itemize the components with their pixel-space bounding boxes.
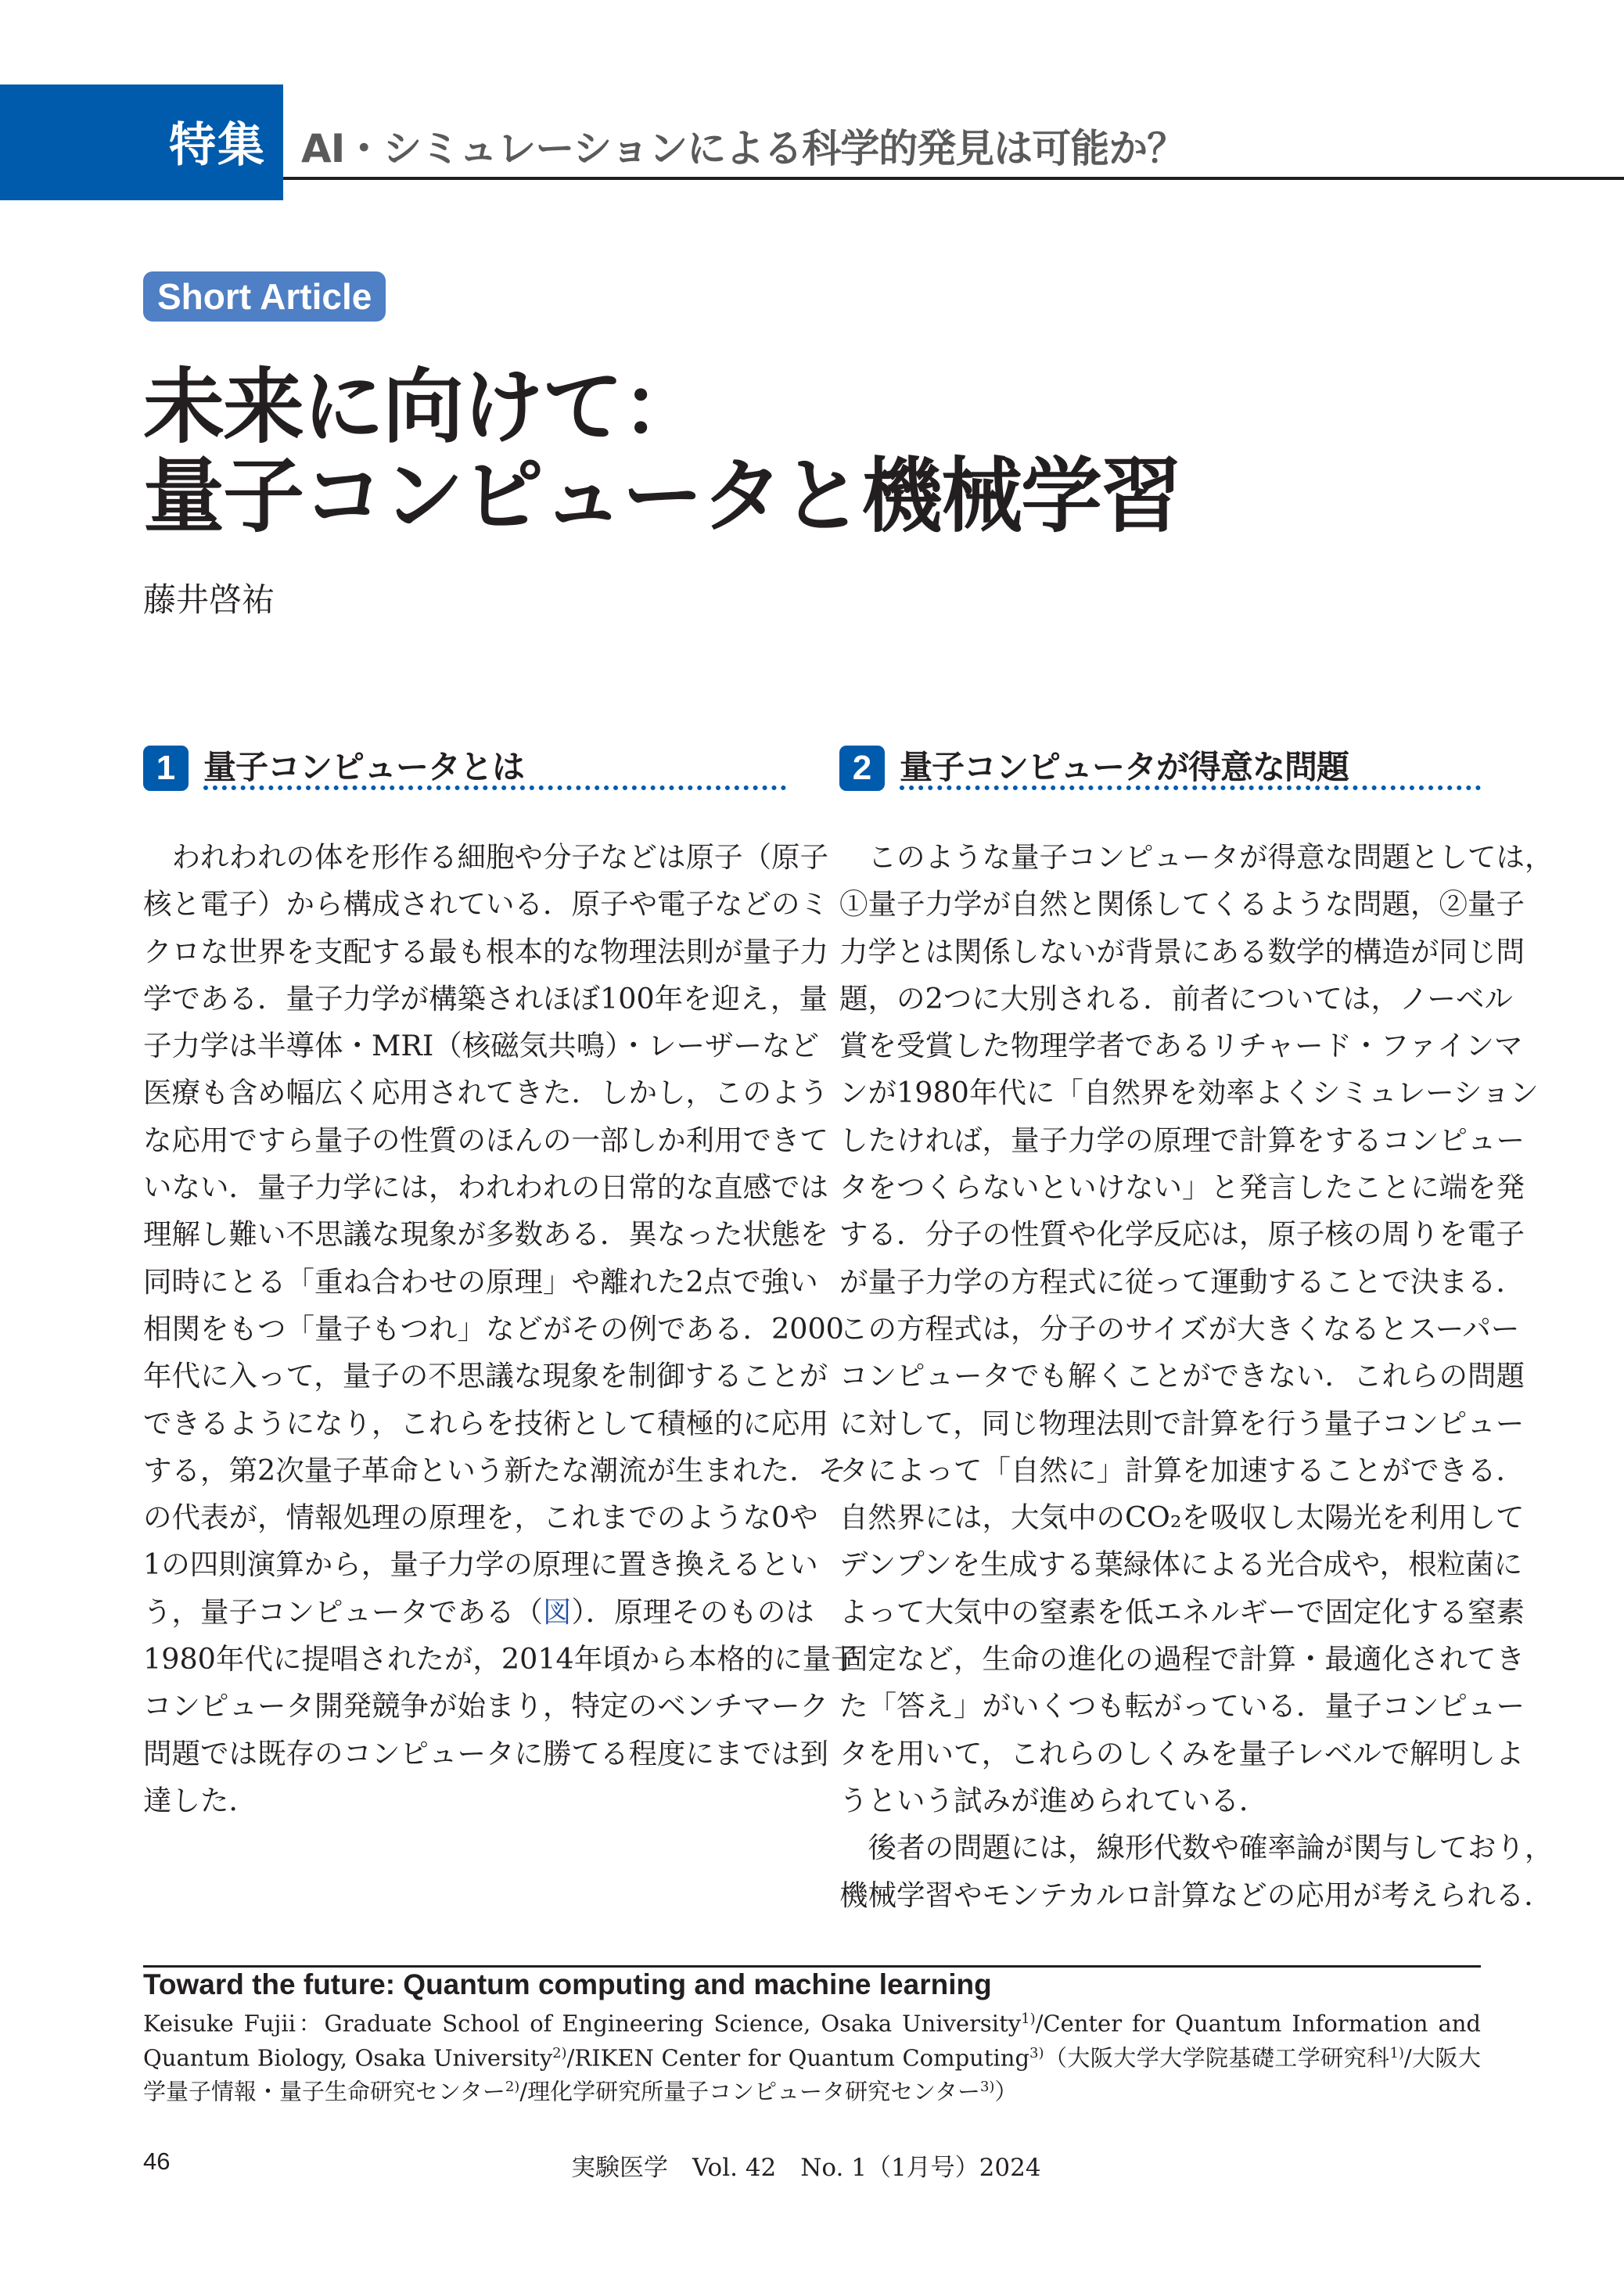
body-text-segment: ）．原理そのものは bbox=[571, 1594, 814, 1629]
body-text-line: よって大気中の窒素を低エネルギーで固定化する窒素 bbox=[839, 1594, 1525, 1629]
body-text-line: コンピュータでも解くことができない．これらの問題 bbox=[839, 1359, 1525, 1393]
body-text-line: 年代に入って，量子の不思議な現象を制御することが bbox=[143, 1359, 828, 1393]
section-number-1: 1 bbox=[143, 746, 189, 791]
body-text-line: 力学とは関係しないが背景にある数学的構造が同じ問 bbox=[839, 934, 1525, 969]
affiliation-text: /大阪大学量子情報・量子生命研究センター bbox=[143, 2044, 1481, 2105]
body-text-line: 達した． bbox=[143, 1783, 257, 1817]
affiliation-superscript: 3) bbox=[1029, 2044, 1044, 2061]
body-text-line: ンが1980年代に「自然界を効率よくシミュレーション bbox=[839, 1076, 1539, 1110]
author-affiliation bbox=[143, 2004, 1481, 2107]
body-text-line: 問題では既存のコンピュータに勝てる程度にまでは到 bbox=[143, 1736, 828, 1770]
body-text-line: このような量子コンピュータが得意な問題としては， bbox=[839, 840, 1554, 874]
body-text-line: 固定など，生命の進化の過程で計算・最適化されてき bbox=[839, 1642, 1525, 1677]
section-divider-2 bbox=[900, 785, 1481, 790]
section-number-2: 2 bbox=[839, 746, 885, 791]
body-text-line: ①量子力学が自然と関係してくるような問題，②量子 bbox=[839, 887, 1525, 922]
feature-title: AI・シミュレーションによる科学的発見は可能か？ bbox=[301, 126, 1186, 171]
body-text-line: 核と電子）から構成されている．原子や電子などのミ bbox=[143, 887, 828, 922]
body-text-line: 1980年代に提唱されたが，2014年頃から本格的に量子 bbox=[143, 1642, 860, 1677]
body-text-line: 題，の2つに大別される．前者については，ノーベル bbox=[839, 981, 1513, 1015]
body-column-1 bbox=[143, 834, 860, 1824]
body-text-line: 学である．量子力学が構築されほぼ100年を迎え，量 bbox=[143, 981, 828, 1015]
body-text-line bbox=[143, 1589, 814, 1636]
body-text-line: いない．量子力学には，われわれの日常的な直感では bbox=[143, 1170, 828, 1205]
affiliation-text: Keisuke Fujii：Graduate School of Engineering Science, Osaka University bbox=[143, 2010, 1022, 2037]
header-divider bbox=[283, 177, 1624, 180]
affiliation-text: /理化学研究所量子コンピュータ研究センター bbox=[519, 2078, 980, 2105]
affiliation-text: （大阪大学大学院基礎工学研究科 bbox=[1044, 2044, 1390, 2072]
affiliation-text: ） bbox=[994, 2078, 1018, 2105]
figure-link[interactable]: 図 bbox=[543, 1594, 572, 1629]
body-text-line: な応用ですら量子の性質のほんの一部しか利用できて bbox=[143, 1123, 828, 1157]
author-name: 藤井啓祐 bbox=[143, 580, 275, 619]
section-title-2: 量子コンピュータが得意な問題 bbox=[900, 748, 1349, 786]
body-text-line: 後者の問題には，線形代数や確率論が関与しており， bbox=[839, 1831, 1554, 1865]
body-column-2 bbox=[839, 834, 1554, 1919]
body-text-line: 医療も含め幅広く応用されてきた．しかし，このよう bbox=[143, 1076, 828, 1110]
affiliation-text: /RIKEN Center for Quantum Computing bbox=[566, 2044, 1030, 2072]
body-text-line: タをつくらないといけない」と発言したことに端を発 bbox=[839, 1170, 1525, 1205]
affiliation-superscript: 1) bbox=[1021, 2011, 1036, 2027]
body-text-line: 賞を受賞した物理学者であるリチャード・ファインマ bbox=[839, 1029, 1523, 1063]
body-text-line: 相関をもつ「量子もつれ」などがその例である．2000 bbox=[143, 1311, 844, 1346]
article-type-badge: Short Article bbox=[143, 271, 386, 322]
body-text-line: の代表が，情報処理の原理を，これまでのような0や bbox=[143, 1501, 818, 1535]
section-title-1: 量子コンピュータとは bbox=[203, 748, 525, 786]
body-text-line: クロな世界を支配する最も根本的な物理法則が量子力 bbox=[143, 934, 828, 969]
section-divider-1 bbox=[203, 785, 786, 790]
body-text-line: われわれの体を形作る細胞や分子などは原子（原子 bbox=[143, 840, 828, 874]
body-text-line: デンプンを生成する葉緑体による光合成や，根粒菌に bbox=[839, 1547, 1523, 1582]
footer-divider bbox=[143, 1965, 1481, 1968]
body-text-line: タを用いて，これらのしくみを量子レベルで解明しよ bbox=[839, 1736, 1525, 1770]
article-title-line-1: 未来に向けて： bbox=[143, 359, 702, 455]
body-text-line: が量子力学の方程式に従って運動することで決まる． bbox=[839, 1264, 1525, 1299]
body-text-line: 1の四則演算から，量子力学の原理に置き換えるとい bbox=[143, 1547, 818, 1582]
body-text-line: 同時にとる「重ね合わせの原理」や離れた2点で強い bbox=[143, 1264, 818, 1299]
english-title: Toward the future: Quantum computing and machine learning bbox=[143, 1968, 992, 2000]
body-text-line: に対して，同じ物理法則で計算を行う量子コンピュー bbox=[839, 1406, 1525, 1440]
body-text-line: た「答え」がいくつも転がっている．量子コンピュー bbox=[839, 1689, 1525, 1723]
page-number: 46 bbox=[143, 2147, 171, 2175]
article-title-line-2: 量子コンピュータと機械学習 bbox=[143, 448, 1181, 544]
body-text-line: する．分子の性質や化学反応は，原子核の周りを電子 bbox=[839, 1217, 1525, 1252]
body-text-line: コンピュータ開発競争が始まり，特定のベンチマーク bbox=[143, 1689, 828, 1723]
affiliation-superscript: 2) bbox=[505, 2079, 520, 2096]
body-text-line: タによって「自然に」計算を加速することができる． bbox=[839, 1453, 1525, 1487]
body-text-line: 機械学習やモンテカルロ計算などの応用が考えられる． bbox=[839, 1878, 1553, 1912]
body-text-line: 理解し難い不思議な現象が多数ある．異なった状態を bbox=[143, 1217, 828, 1252]
affiliation-superscript: 1) bbox=[1389, 2044, 1404, 2061]
body-text-line: 子力学は半導体・MRI（核磁気共鳴）・レーザーなど bbox=[143, 1029, 820, 1063]
feature-label-box bbox=[0, 84, 283, 200]
affiliation-superscript: 3) bbox=[979, 2079, 995, 2096]
body-text-line: この方程式は，分子のサイズが大きくなるとスーパー bbox=[839, 1311, 1520, 1346]
affiliation-superscript: 2) bbox=[552, 2044, 567, 2061]
feature-label: 特集 bbox=[169, 118, 266, 173]
body-text-line: したければ，量子力学の原理で計算をするコンピュー bbox=[839, 1123, 1525, 1157]
affiliation-text: /Center for Quantum Information and Quantum Biology, Osaka University bbox=[143, 2010, 1481, 2072]
body-text-line: 自然界には，大気中のCO₂を吸収し太陽光を利用して bbox=[839, 1501, 1525, 1535]
journal-info: 実験医学 Vol. 42 No. 1（1月号）2024 bbox=[571, 2154, 1041, 2182]
body-text-segment: う，量子コンピュータである（ bbox=[143, 1594, 543, 1629]
body-text-line: する，第2次量子革命という新たな潮流が生まれた．そ bbox=[143, 1453, 847, 1487]
body-text-line: うという試みが進められている． bbox=[839, 1783, 1268, 1817]
body-text-line: できるようになり，これらを技術として積極的に応用 bbox=[143, 1406, 828, 1440]
